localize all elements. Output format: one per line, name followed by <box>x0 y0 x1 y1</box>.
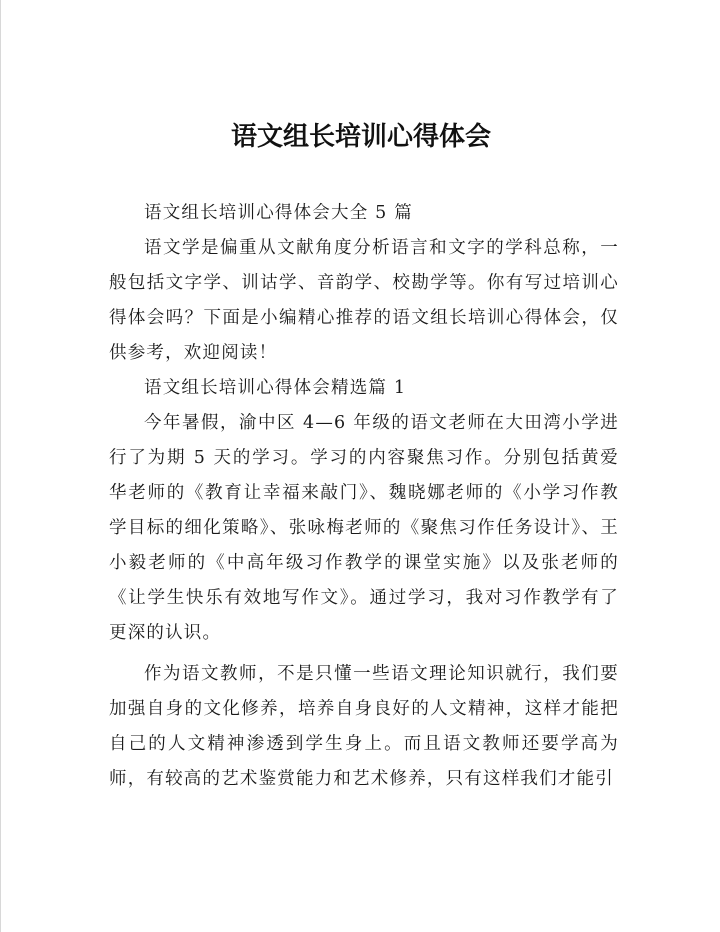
paragraph-teacher-reflection: 作为语文教师，不是只懂一些语文理论知识就行，我们要加强自身的文化修养，培养自身良好的人文精神，这样才能把自己的人文精神渗透到学生身上。而且语文教师还要学高为师，有较高的艺术鉴赏能力和艺术修养，只有这样我们才能引 <box>109 664 619 789</box>
paragraph-subtitle: 语文组长培训心得体会大全 5 篇 <box>144 203 413 223</box>
document-title: 语文组长培训心得体会 <box>230 122 491 152</box>
paragraph-training-summary: 今年暑假，渝中区 4—6 年级的语文老师在大田湾小学进行了为期 5 天的学习。学习的内容聚焦习作。分别包括黄爱华老师的《教育让幸福来敲门》、魏晓娜老师的《小学习作教学目标的细化策略》、张咏梅老师的《聚焦习作任务设计》、王小毅老师的《中高年级习作教学的课堂实施》以及张老师的《让学生快乐有效地写作文》。通过学习，我对习作教学有了更深的认识。 <box>109 413 619 643</box>
paragraph-section-heading: 语文组长培训心得体会精选篇 1 <box>144 378 407 398</box>
paragraph-intro: 语文学是偏重从文献角度分析语言和文字的学科总称，一般包括文字学、训诂学、音韵学、校勘学等。你有写过培训心得体会吗？下面是小编精心推荐的语文组长培训心得体会，仅供参考，欢迎阅读！ <box>109 238 619 363</box>
document-body <box>109 196 619 797</box>
